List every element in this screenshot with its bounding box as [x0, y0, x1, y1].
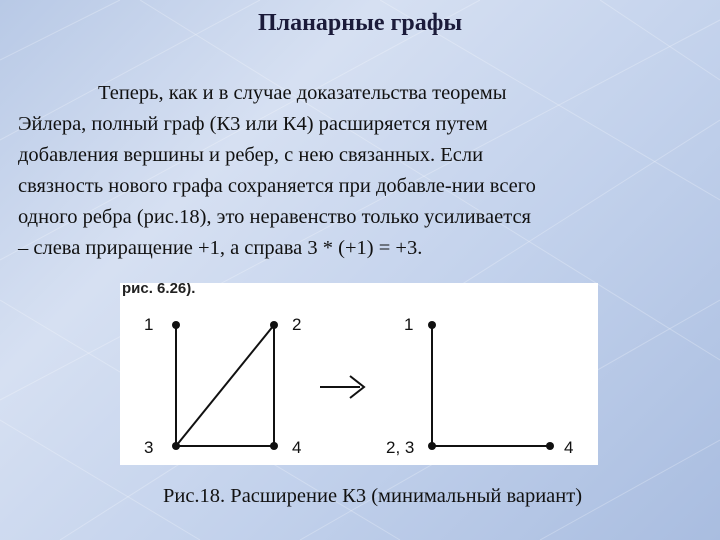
vertex-1	[428, 321, 436, 329]
left-graph	[144, 315, 301, 457]
vertex-4	[546, 442, 554, 450]
paragraph-line: – слева приращение +1, а справа 3 * (+1) = +3.	[18, 237, 423, 259]
vertex-label-2: 2	[292, 315, 302, 334]
vertex-label-3: 3	[144, 438, 154, 457]
figure-top-fragment: рис. 6.26).	[122, 283, 196, 297]
vertex-4	[270, 442, 278, 450]
vertex-2-3	[428, 442, 436, 450]
paragraph-line: добавления вершины и ребер, с нею связанных. Если	[18, 144, 484, 166]
vertex-label-4: 4	[564, 438, 574, 457]
paragraph-line: одного ребра (рис.18), это неравенство только усиливается	[18, 206, 531, 228]
paragraph-line: связность нового графа сохраняется при добавле-нии всего	[18, 175, 536, 197]
slide-title: Планарные графы	[257, 10, 463, 36]
body-paragraph	[18, 78, 698, 264]
paragraph-line: Эйлера, полный граф (К3 или К4) расширяется путем	[18, 113, 488, 135]
vertex-label-2-3: 2, 3	[386, 438, 415, 457]
right-graph	[386, 315, 573, 457]
paragraph-line: Теперь, как и в случае доказательства теоремы	[98, 82, 507, 104]
vertex-3	[172, 442, 180, 450]
vertex-label-1: 1	[404, 315, 414, 334]
vertex-label-4: 4	[292, 438, 302, 457]
vertex-label-1: 1	[144, 315, 154, 334]
vertex-2	[270, 321, 278, 329]
arrow-icon	[320, 376, 364, 398]
graph-figure	[120, 283, 598, 465]
vertex-1	[172, 321, 180, 329]
edge-3-2	[176, 325, 274, 446]
figure-caption: Рис.18. Расширение К3 (минимальный вариант)	[162, 485, 583, 507]
